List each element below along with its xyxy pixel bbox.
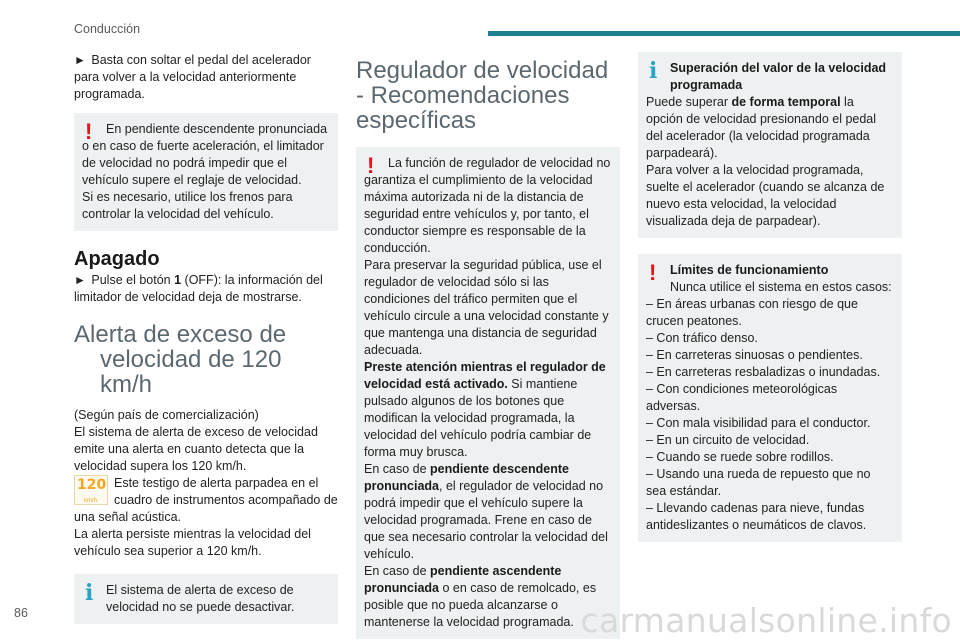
- limits-intro: Nunca utilice el sistema en estos casos:: [670, 280, 892, 294]
- speed-120-warning-icon: 120 km/h: [74, 475, 108, 505]
- overspeed-p1: Puede superar de forma temporal la opción de velocidad presionando el pedal del acelerador (la velocidad programada parpadeará).: [646, 95, 877, 160]
- apagado-heading: Apagado: [74, 248, 160, 270]
- alert-persist-text: La alerta persiste mientras la velocidad del vehículo sea superior a 120 km/h.: [74, 527, 311, 558]
- overspeed-p2: Para volver a la velocidad programada, suelte el acelerador (cuando se alcanza de nuevo esta velocidad, la velocidad visualizada deja de parpadear).: [646, 163, 885, 228]
- alert-lamp-text: Este testigo de alerta parpadea en el cuadro de instrumentos acompañado de una señal acústica.: [74, 476, 338, 524]
- info-icon: i: [649, 58, 658, 84]
- overspeed-title: Superación del valor de la velocidad programada: [670, 61, 887, 92]
- page-number: 86: [14, 606, 28, 620]
- info-box-alert: [74, 574, 338, 624]
- apagado-paragraph: ► Pulse el botón 1 (OFF): la información del limitador de velocidad deja de mostrarse.: [74, 273, 323, 304]
- header-accent-bar: [488, 31, 960, 36]
- list-item: – Con condiciones meteorológicas adversas.: [646, 382, 838, 413]
- list-item: – Cuando se ruede sobre rodillos.: [646, 450, 834, 464]
- warning-text: En pendiente descendente pronunciada o en caso de fuerte aceleración, el limitador de velocidad no podrá impedir que el vehículo supere el reglaje de velocidad.: [82, 122, 328, 187]
- warning-box-regulator: [356, 147, 620, 639]
- arrow-icon: ►: [74, 273, 86, 287]
- alert-icon-row: [74, 475, 338, 526]
- list-item: – Llevando cadenas para nieve, fundas antideslizantes o neumáticos de clavos.: [646, 501, 867, 532]
- alert-heading: Alerta de exceso de velocidad de 120 km/h: [74, 321, 287, 398]
- regulator-warning-p2: Para preservar la seguridad pública, use el regulador de velocidad sólo si las condiciones del tráfico permiten que el vehículo circule a una velocidad constante y que mantenga una distancia de seguridad adecuada.: [364, 258, 609, 357]
- list-item: – En carreteras sinuosas o pendientes.: [646, 348, 863, 362]
- column-2: [356, 52, 620, 639]
- info-text: El sistema de alerta de exceso de velocidad no se puede desactivar.: [106, 583, 295, 614]
- alert-country-note: (Según país de comercialización): [74, 408, 259, 422]
- list-item: – En áreas urbanas con riesgo de que crucen peatones.: [646, 297, 858, 328]
- warning-icon: !: [649, 260, 657, 285]
- regulator-warning-p5: En caso de pendiente ascendente pronunciada o en caso de remolcado, es posible que no pueda alcanzarse o mantenerse la velocidad programada.: [364, 564, 597, 629]
- alert-description: El sistema de alerta de exceso de velocidad emite una alerta en cuanto detecta que la velocidad supera los 120 km/h.: [74, 425, 318, 473]
- info-icon: i: [85, 580, 94, 606]
- warning-box-limiter: [74, 113, 338, 231]
- list-item: – En un circuito de velocidad.: [646, 433, 810, 447]
- regulator-warning-p1: La función de regulador de velocidad no garantiza el cumplimiento de la velocidad máxima autorizada ni de la distancia de seguridad entre vehículos y, por tanto, el conductor siempre es responsable de la conducción.: [364, 156, 611, 255]
- list-item: – Con tráfico denso.: [646, 331, 758, 345]
- list-item: – Usando una rueda de repuesto que no sea estándar.: [646, 467, 871, 498]
- arrow-icon: ►: [74, 53, 86, 67]
- section-header: Conducción: [74, 22, 141, 36]
- warning-box-limits: [638, 254, 902, 542]
- column-1: [74, 52, 338, 624]
- limits-title: Límites de funcionamiento: [670, 263, 829, 277]
- column-3: [638, 52, 902, 542]
- regulator-warning-p4: En caso de pendiente descendente pronunciada, el regulador de velocidad no podrá impedir que el vehículo supere la velocidad programada. Frene en caso de que sea necesario controlar la velocidad del vehículo.: [364, 462, 608, 561]
- list-item: – Con mala visibilidad para el conductor.: [646, 416, 871, 430]
- intro-paragraph: ► Basta con soltar el pedal del acelerador para volver a la velocidad anteriormente programada.: [74, 53, 311, 101]
- regulator-heading: Regulador de velocidad - Recomendaciones específicas: [356, 57, 609, 134]
- list-item: – En carreteras resbaladizas o inundadas.: [646, 365, 881, 379]
- warning-text-2: Si es necesario, utilice los frenos para controlar la velocidad del vehículo.: [82, 190, 293, 221]
- regulator-warning-p3: Preste atención mientras el regulador de velocidad está activado. Si mantiene pulsado algunos de los botones que modifican la velocidad programada, la velocidad del vehículo podría cambiar de forma muy brusca.: [364, 360, 606, 459]
- limits-list: [646, 296, 894, 534]
- info-box-overspeed: [638, 52, 902, 238]
- warning-icon: !: [367, 153, 375, 178]
- watermark: carmanualsonline.info: [580, 601, 952, 640]
- warning-icon: !: [85, 119, 93, 144]
